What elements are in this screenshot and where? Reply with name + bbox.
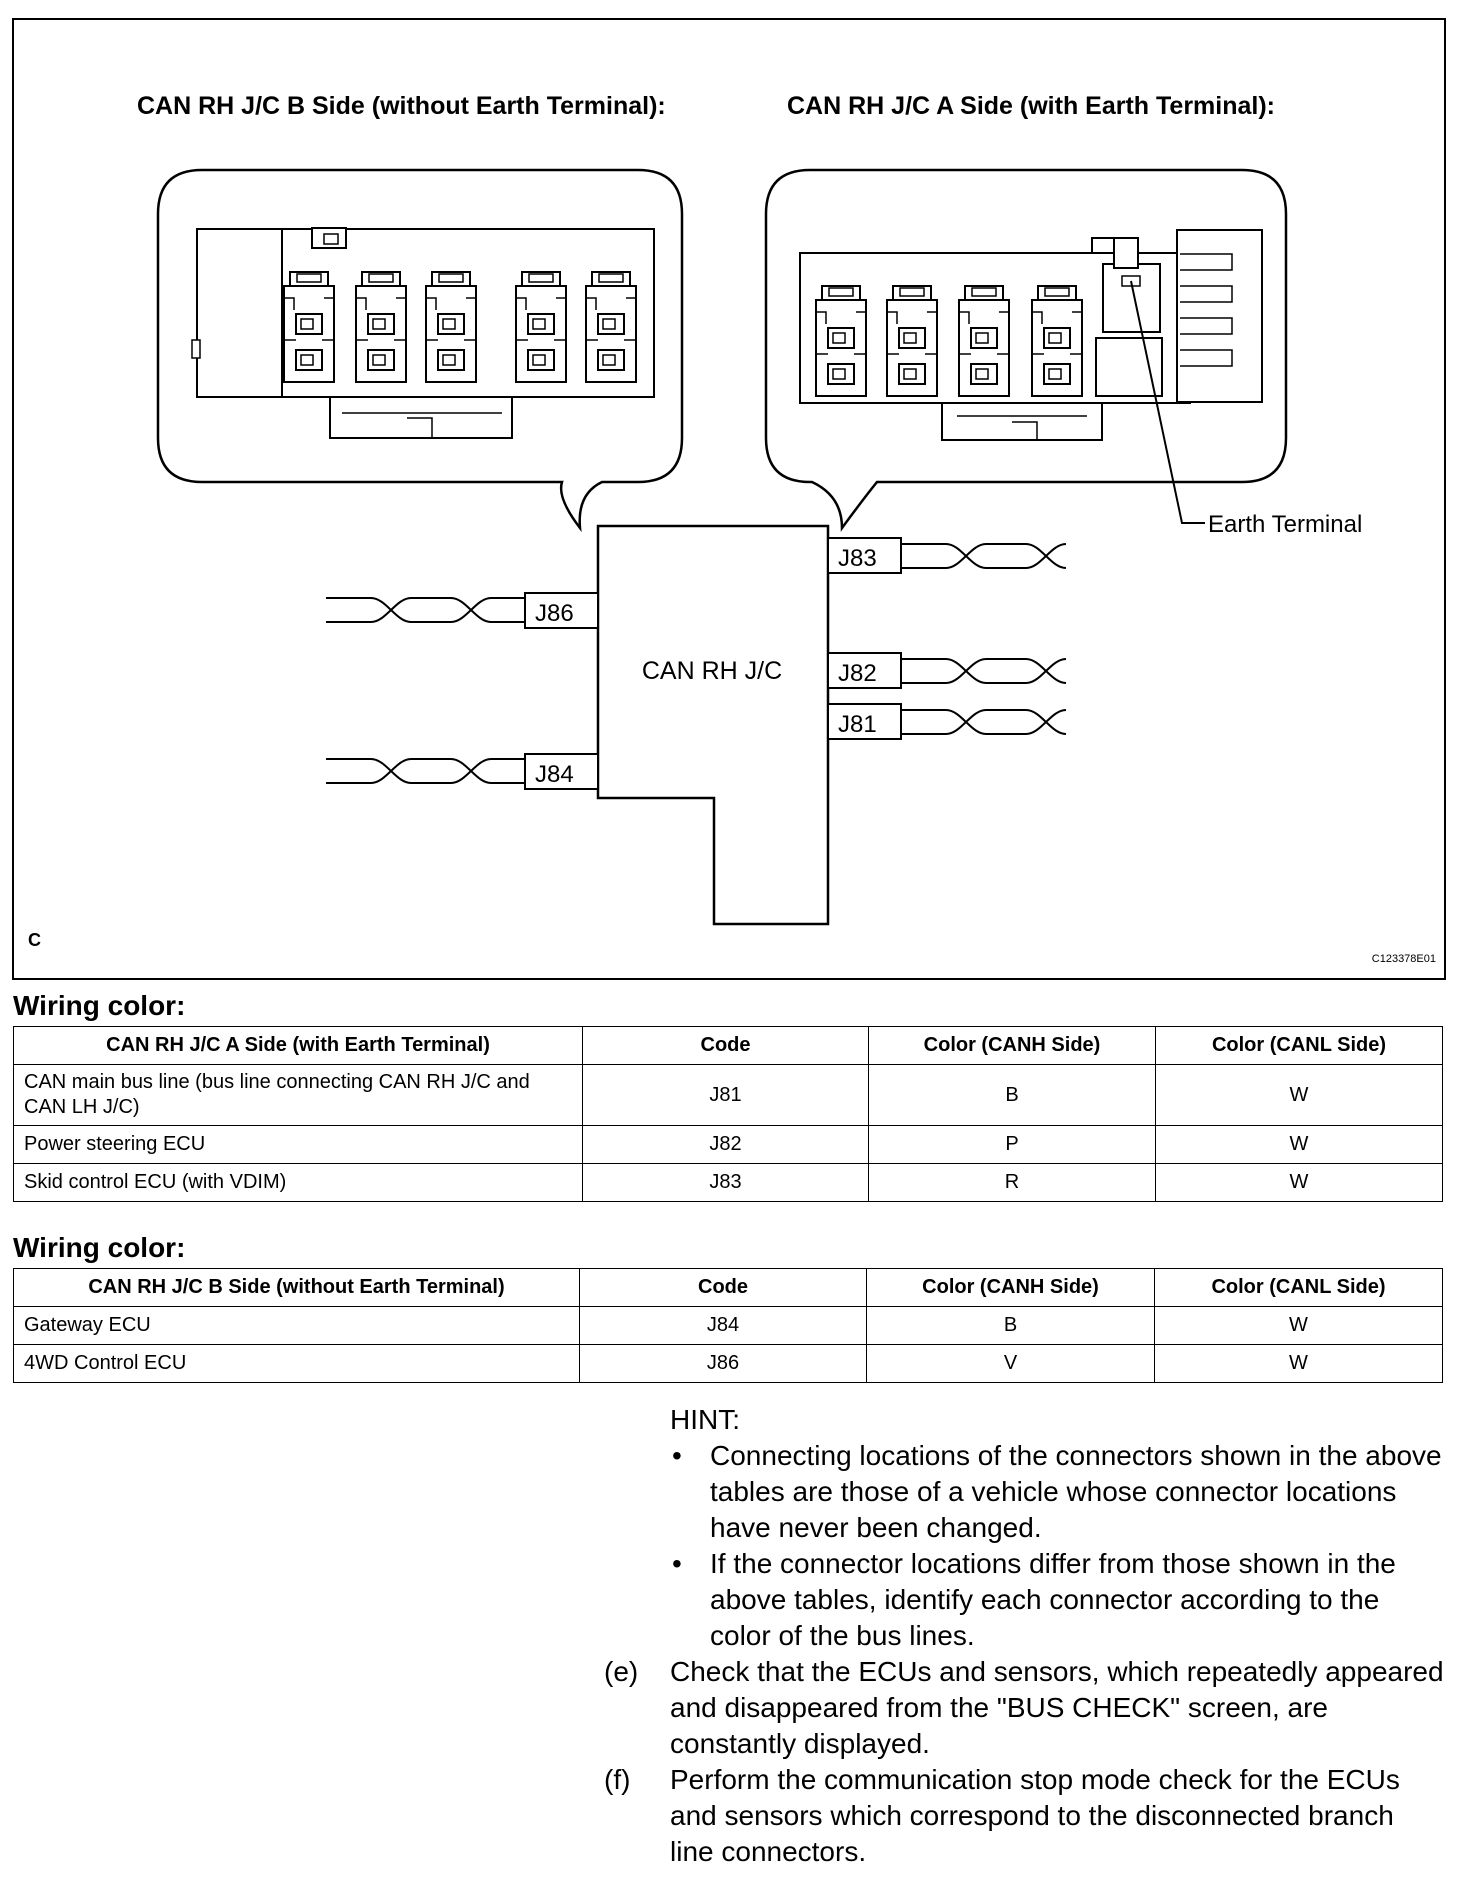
row-canh: B — [867, 1307, 1155, 1345]
step-f — [604, 1762, 1444, 1870]
step-e — [604, 1654, 1444, 1762]
table-b-header-code: Code — [580, 1269, 867, 1307]
row-canl: W — [1156, 1164, 1443, 1202]
row-canh: R — [869, 1164, 1156, 1202]
hint-bullet-text: If the connector locations differ from those shown in the above tables, identify each connector according to the color of the bus lines. — [710, 1548, 1396, 1651]
svg-text:J81: J81 — [838, 711, 877, 738]
hint-bullet — [604, 1438, 1444, 1546]
svg-text:J82: J82 — [838, 660, 877, 687]
connector-diagram — [12, 18, 1446, 980]
can-rh-jc-box — [598, 526, 828, 924]
table-a — [13, 1026, 1443, 1202]
connector-j83 — [828, 538, 1066, 573]
row-code: J86 — [580, 1345, 867, 1383]
row-canh: P — [869, 1126, 1156, 1164]
table-row — [14, 1307, 1443, 1345]
table-b-header-canl: Color (CANL Side) — [1155, 1269, 1443, 1307]
table-a-header-canl: Color (CANL Side) — [1156, 1027, 1443, 1065]
table-row — [14, 1164, 1443, 1202]
row-code: J82 — [583, 1126, 869, 1164]
svg-text:J86: J86 — [535, 600, 574, 627]
table-row — [14, 1065, 1443, 1126]
row-code: J83 — [583, 1164, 869, 1202]
row-canh: V — [867, 1345, 1155, 1383]
step-f-label: (f) — [604, 1764, 631, 1795]
row-canl: W — [1156, 1065, 1443, 1126]
table-a-header-canh: Color (CANH Side) — [869, 1027, 1156, 1065]
table-a-header-desc: CAN RH J/C A Side (with Earth Terminal) — [14, 1027, 583, 1065]
step-e-label: (e) — [604, 1656, 639, 1687]
table-row — [14, 1126, 1443, 1164]
row-canl: W — [1155, 1345, 1443, 1383]
row-desc: Skid control ECU (with VDIM) — [14, 1164, 583, 1202]
bullet-dot: • — [672, 1440, 682, 1471]
table-a-header-code: Code — [583, 1027, 869, 1065]
table-b-header — [14, 1269, 1443, 1307]
row-desc: Power steering ECU — [14, 1126, 583, 1164]
connector-j86 — [326, 593, 598, 628]
heading-a-side: CAN RH J/C A Side (with Earth Terminal): — [787, 92, 1276, 120]
hint-bullet — [604, 1546, 1444, 1654]
row-desc: CAN main bus line (bus line connecting CAN RH J/C and CAN LH J/C) — [14, 1065, 583, 1126]
figure-id: C123378E01 — [1371, 953, 1436, 965]
connector-j82 — [828, 653, 1066, 688]
row-canl: W — [1155, 1307, 1443, 1345]
svg-text:J84: J84 — [535, 761, 574, 788]
table-b-header-canh: Color (CANH Side) — [867, 1269, 1155, 1307]
heading-b-side: CAN RH J/C B Side (without Earth Terminal): — [137, 92, 666, 120]
earth-terminal-label: Earth Terminal — [1208, 511, 1363, 538]
step-f-text: Perform the communication stop mode check for the ECUs and sensors which correspond to the disconnected branch line connectors. — [670, 1764, 1400, 1867]
row-desc: 4WD Control ECU — [14, 1345, 580, 1383]
can-rh-jc-label: CAN RH J/C — [641, 657, 783, 685]
bullet-dot: • — [672, 1548, 682, 1579]
corner-label: C — [28, 930, 41, 950]
row-code: J81 — [583, 1065, 869, 1126]
connector-j84 — [326, 754, 598, 789]
table-row — [14, 1345, 1443, 1383]
table-b-header-desc: CAN RH J/C B Side (without Earth Terminal) — [14, 1269, 580, 1307]
hint-section — [604, 1402, 1444, 1870]
row-desc: Gateway ECU — [14, 1307, 580, 1345]
connector-j81 — [828, 704, 1066, 739]
step-e-text: Check that the ECUs and sensors, which repeatedly appeared and disappeared from the "BUS CHECK" screen, are constantly displayed. — [670, 1656, 1444, 1759]
row-canl: W — [1156, 1126, 1443, 1164]
row-code: J84 — [580, 1307, 867, 1345]
hint-bullet-text: Connecting locations of the connectors shown in the above tables are those of a vehicle whose connector locations have never been changed. — [710, 1440, 1442, 1543]
table-b — [13, 1268, 1443, 1383]
hint-title: HINT: — [670, 1404, 740, 1435]
svg-text:J83: J83 — [838, 545, 877, 572]
table-b-title: Wiring color: — [13, 1232, 186, 1263]
row-canh: B — [869, 1065, 1156, 1126]
table-a-title: Wiring color: — [13, 990, 186, 1021]
table-a-header — [14, 1027, 1443, 1065]
